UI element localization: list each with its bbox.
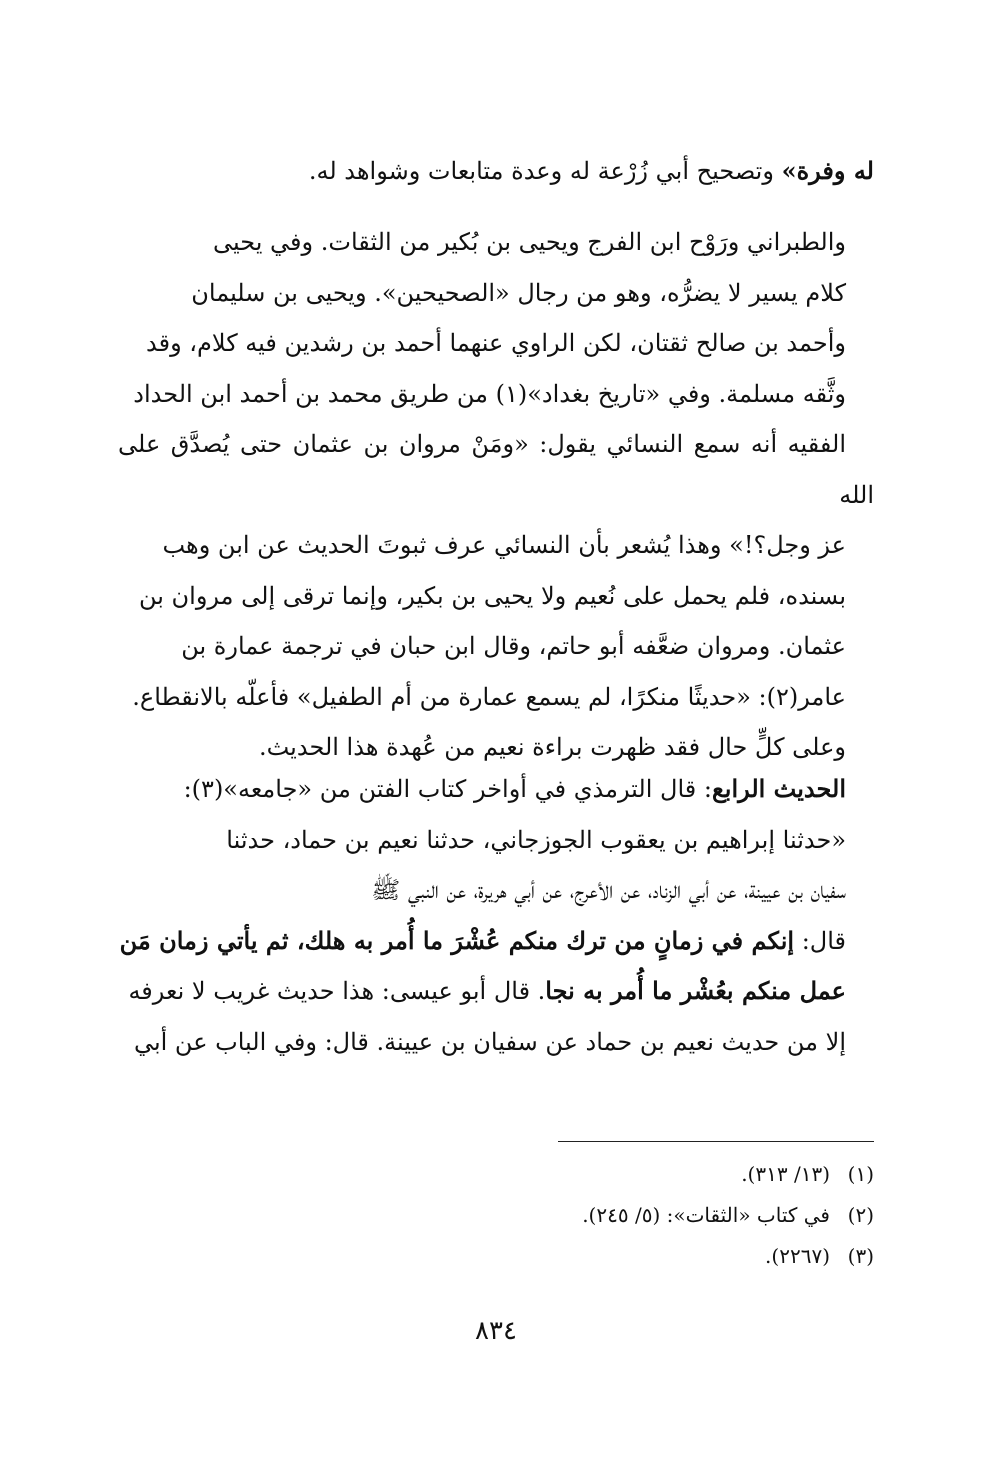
text-line: «حدثنا إبراهيم بن يعقوب الجوزجاني، حدثنا نعيم بن حماد، حدثنا: [226, 825, 846, 854]
text-line: بسنده، فلم يحمل على نُعيم ولا يحيى بن بكير، وإنما ترقى إلى مروان بن: [138, 581, 846, 610]
footnote-text: (٢٢٦٧).: [765, 1244, 830, 1268]
footnote-text: (١٣/ ٣١٣).: [741, 1162, 830, 1186]
text-line: سفيان بن عيينة، عن أبي الزناد، عن الأعرج، عن أبي هريرة، عن النبي ﷺ: [371, 876, 846, 904]
text-line: الفقيه أنه سمع النسائي يقول: «ومَنْ مروان بن عثمان حتى يُصدَّق على الله: [118, 430, 874, 509]
text-line: والطبراني ورَوْح ابن الفرج ويحيى بن بُكير من الثقات. وفي يحيى: [213, 228, 846, 256]
paragraph-continuation: [118, 146, 874, 197]
paragraph-narrators: [118, 217, 874, 773]
bold-phrase: له وفرة»: [781, 156, 874, 185]
text-line: عمل منكم بعُشْر ما أُمر به نجا. قال أبو عيسى: هذا حديث غريب لا نعرفه: [128, 976, 846, 1005]
footnote-number: (٣): [847, 1244, 874, 1268]
text-line: وثَّقه مسلمة. وفي «تاريخ بغداد»(١) من طريق محمد بن أحمد ابن الحداد: [133, 379, 846, 408]
text-line: عز وجل؟!» وهذا يُشعر بأن النسائي عرف ثبوتَ الحديث عن ابن وهب: [162, 531, 846, 559]
hadith-text: عمل منكم بعُشْر ما أُمر به نجا: [545, 976, 846, 1005]
text-line: عثمان. ومروان ضعَّفه أبو حاتم، وقال ابن حبان في ترجمة عمارة بن: [181, 632, 846, 660]
footnote-number: (١): [847, 1162, 874, 1186]
section-heading: الحديث الرابع: [711, 774, 846, 803]
footnote-divider: [558, 1141, 874, 1142]
paragraph-text: وتصحيح أبي زُرْعة له وعدة متابعات وشواهد له.: [308, 157, 782, 185]
footnote: [300, 1236, 874, 1277]
footnote-text: في كتاب «الثقات»: (٥/ ٢٤٥).: [582, 1203, 830, 1227]
text-line: قال: إنكم في زمانٍ من ترك منكم عُشْرَ ما أُمر به هلك، ثم يأتي زمان مَن: [119, 925, 846, 955]
footnote: [300, 1195, 874, 1236]
footnote-number: (٢): [847, 1203, 874, 1227]
text-line: عامر(٢): «حديثًا منكرًا، لم يسمع عمارة من أم الطفيل» فأعلّه بالانقطاع.: [132, 682, 846, 711]
paragraph-fourth-hadith: [118, 764, 874, 1067]
text-line: كلام يسير لا يضرُّه، وهو من رجال «الصحيحين». ويحيى بن سليمان: [191, 278, 846, 307]
footnote: [300, 1154, 874, 1195]
text-line: إلا من حديث نعيم بن حماد عن سفيان بن عيينة. قال: وفي الباب عن أبي: [133, 1027, 846, 1056]
hadith-text: إنكم في زمانٍ من ترك منكم عُشْرَ ما أُمر به هلك، ثم يأتي زمان مَن: [119, 925, 795, 955]
text-line: الحديث الرابع: قال الترمذي في أواخر كتاب الفتن من «جامعه»(٣):: [183, 774, 846, 803]
footnotes: [300, 1154, 874, 1277]
page-number: ٨٣٤: [475, 1316, 517, 1346]
text-line: وعلى كلٍّ حال فقد ظهرت براءة نعيم من عُهدة هذا الحديث.: [258, 733, 846, 761]
text-line: وأحمد بن صالح ثقتان، لكن الراوي عنهما أحمد بن رشدين فيه كلام، وقد: [146, 329, 846, 357]
